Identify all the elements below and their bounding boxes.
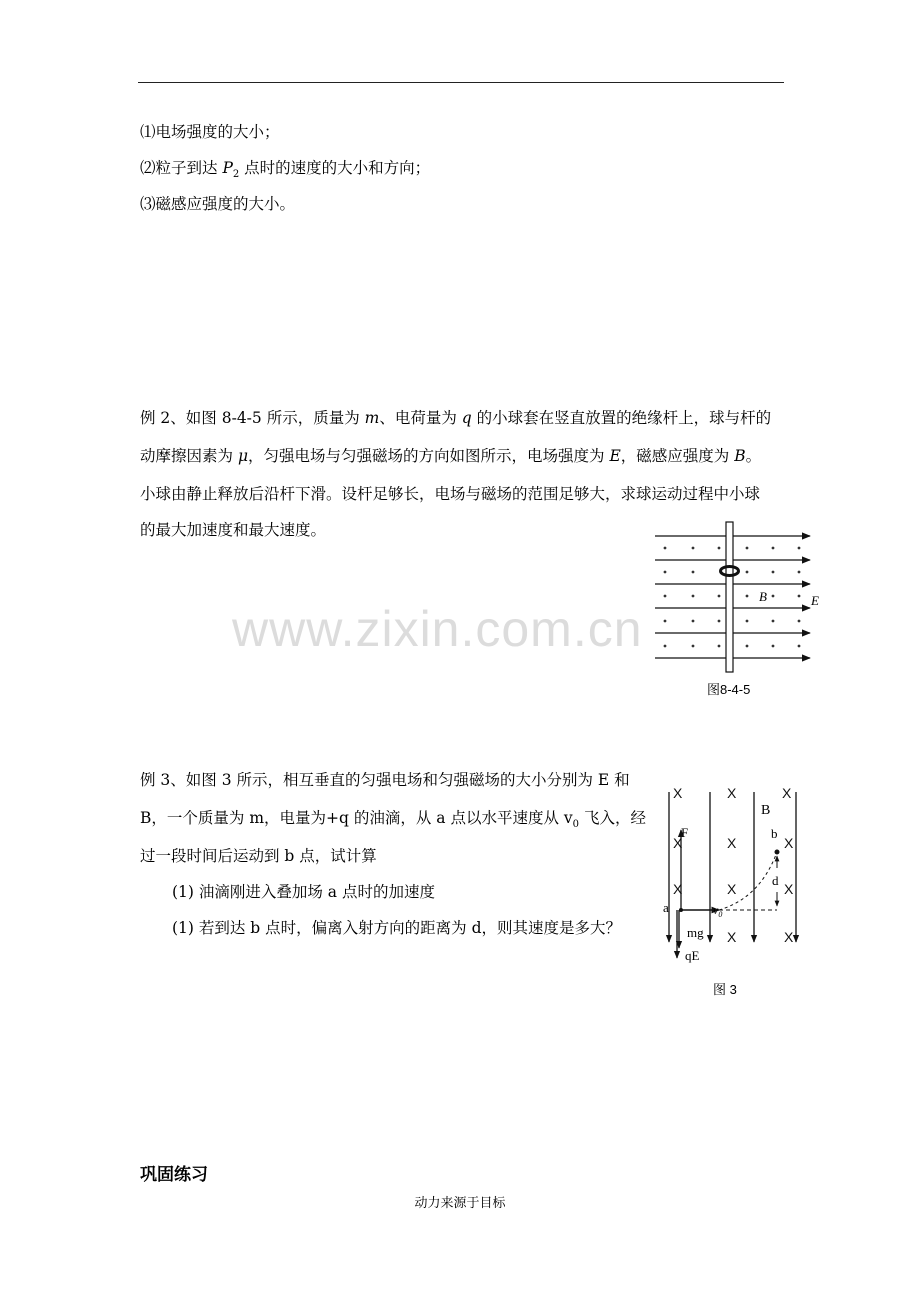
ex2-text: 、电荷量为	[379, 409, 462, 427]
item2-var-p: P	[222, 159, 233, 177]
svg-text:X: X	[673, 881, 683, 897]
watermark: www.zixin.com.cn	[232, 601, 643, 657]
ex2-var-q: q	[461, 409, 472, 427]
item2-text-pre: ⑵粒子到达	[140, 159, 223, 177]
svg-text:X: X	[782, 785, 792, 801]
example3-line-3: 过一段时间后运动到 b 点，试计算	[140, 847, 377, 865]
label-qe: qE	[685, 948, 700, 963]
svg-text:X: X	[727, 835, 737, 851]
figure-3	[655, 780, 815, 1005]
point-a	[679, 908, 683, 912]
label-b: B	[759, 589, 767, 604]
example2-line-1	[140, 408, 771, 428]
label-v0: $v_0$	[713, 903, 723, 919]
example2-line-4: 的最大加速度和最大速度。	[140, 521, 327, 539]
example2-line-2	[140, 446, 761, 466]
example2-line-3: 小球由静止释放后沿杆下滑。设杆足够长，电场与磁场的范围足够大，求球运动过程中小球	[140, 485, 761, 503]
example3-line-2	[140, 808, 646, 835]
figure-8-4-5	[645, 518, 835, 704]
ex2-text: 的小球套在竖直放置的绝缘杆上，球与杆的	[471, 409, 772, 427]
magnetic-field-x-marks	[673, 785, 794, 945]
label-a: a	[663, 900, 669, 915]
question-item-2	[140, 158, 430, 185]
point-b	[775, 850, 780, 855]
ex2-text: 动摩擦因素为	[140, 447, 238, 465]
label-point-b: b	[771, 826, 778, 841]
label-d: d	[772, 873, 779, 888]
header-rule	[138, 82, 784, 83]
svg-text:X: X	[784, 835, 794, 851]
section-heading: 巩固练习	[140, 1165, 208, 1185]
item2-text-post: 点时的速度的大小和方向；	[239, 159, 431, 177]
svg-text:X: X	[727, 785, 737, 801]
label-b: B	[761, 803, 771, 818]
svg-text:X: X	[727, 881, 737, 897]
question-item-1: ⑴电场强度的大小；	[140, 123, 280, 141]
question-item-3: ⑶磁感应强度的大小。	[140, 195, 296, 213]
ex2-text: ，匀强电场与匀强磁场的方向如图所示，电场强度为	[248, 447, 610, 465]
ex2-var-m: m	[364, 409, 380, 427]
svg-text:X: X	[784, 881, 794, 897]
ex2-text: ，磁感应强度为	[620, 447, 735, 465]
ex3-text: 飞入，经	[579, 809, 646, 827]
ex2-var-b: B	[734, 447, 746, 465]
ex2-text: 例 2、如图 8-4-5 所示，质量为	[140, 409, 365, 427]
label-force-f: F	[681, 825, 689, 840]
ex3-sub: 0	[572, 819, 580, 831]
page-footer: 动力来源于目标	[414, 1196, 506, 1211]
svg-text:X: X	[673, 835, 683, 851]
label-e: E	[811, 593, 819, 608]
example3-subquestion-1: (1) 油滴刚进入叠加场 a 点时的加速度	[172, 883, 435, 901]
item2-sub: 2	[232, 169, 240, 181]
ex2-var-e: E	[609, 447, 621, 465]
svg-text:X: X	[784, 929, 794, 945]
figure-caption: 图 3	[713, 982, 737, 997]
svg-text:X: X	[727, 929, 737, 945]
label-mg: mg	[687, 925, 704, 940]
ex2-text: 。	[745, 447, 762, 465]
ex2-var-mu: μ	[237, 447, 249, 465]
figure-caption: 图8-4-5	[707, 682, 751, 697]
ex3-text: B，一个质量为 m，电量为+q 的油滴，从 a 点以水平速度从 v	[140, 809, 573, 827]
insulating-rod	[726, 522, 733, 672]
example3-line-1: 例 3、如图 3 所示，相互垂直的匀强电场和匀强磁场的大小分别为 E 和	[140, 771, 630, 789]
svg-text:X: X	[673, 785, 683, 801]
example3-subquestion-2: (1) 若到达 b 点时，偏离入射方向的距离为 d，则其速度是多大？	[172, 919, 622, 937]
